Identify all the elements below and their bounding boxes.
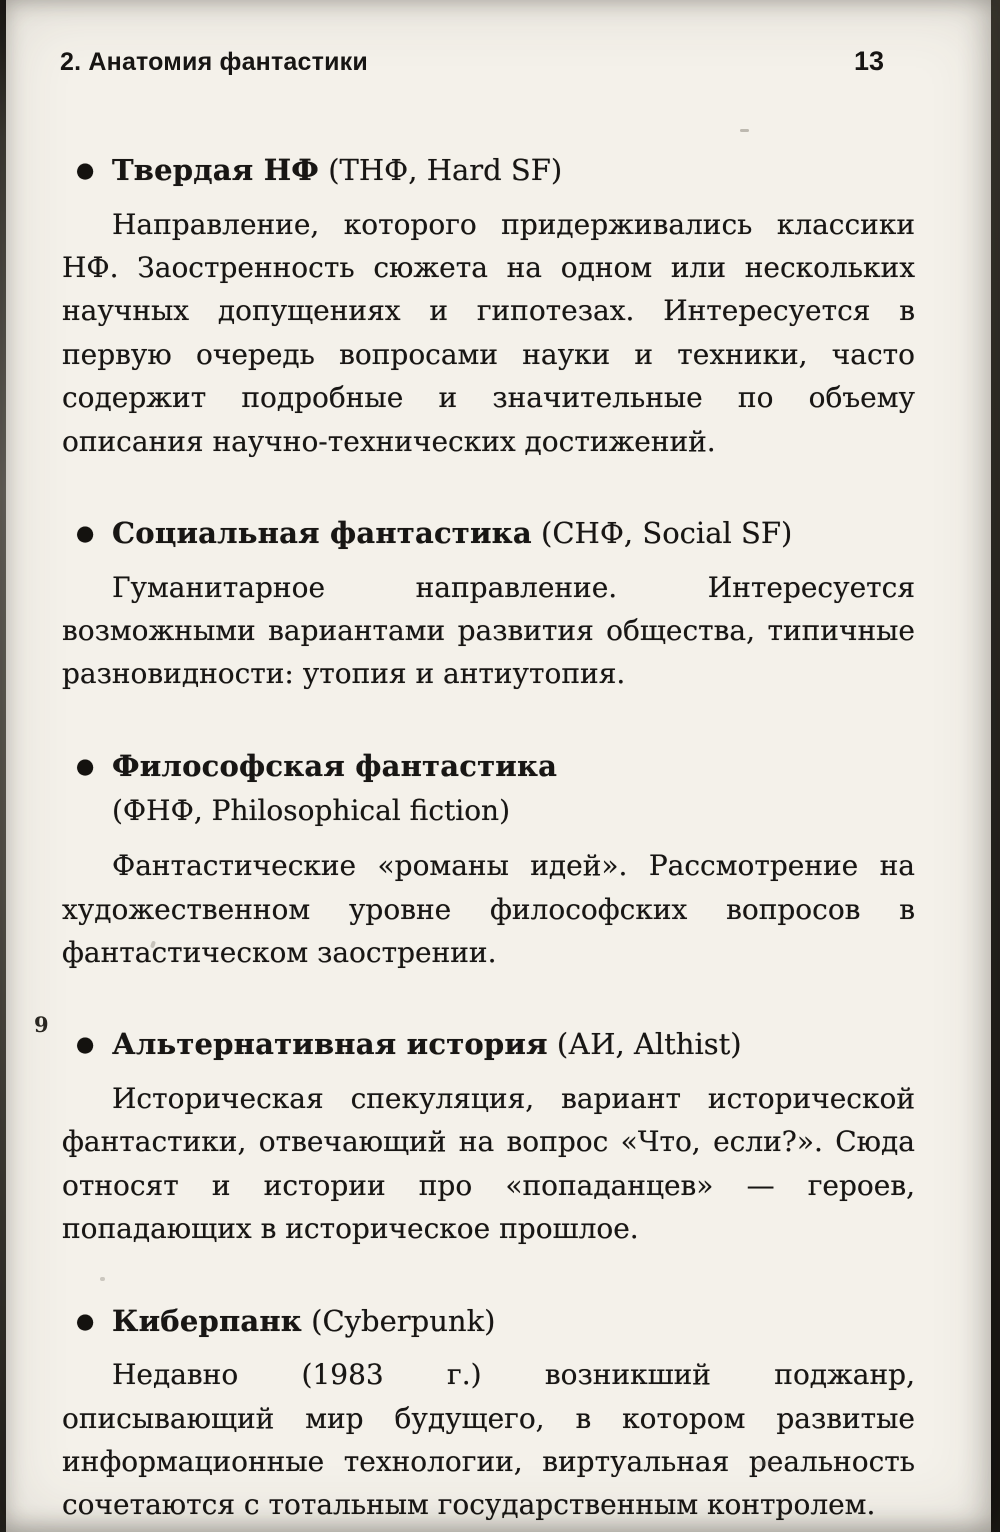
genre-term-suffix: (Cyberpunk) bbox=[301, 1303, 496, 1338]
scan-edge-left bbox=[0, 0, 6, 1532]
running-header bbox=[60, 46, 884, 77]
scan-speck bbox=[740, 129, 749, 132]
genre-description: Историческая спекуляция, вариант исторической фантастики, отвечающий на вопрос «Что, если?». Сюда относят и истории про «попаданцев» — героев, попадающих в историческое прошлое. bbox=[62, 1082, 915, 1246]
genre-entry-cyberpunk bbox=[62, 1301, 915, 1527]
genre-term-suffix: (ТНФ, Hard SF) bbox=[319, 153, 563, 187]
bullet-icon: ● bbox=[76, 1308, 95, 1333]
genre-subtitle: (ФНФ, Philosophical fiction) bbox=[112, 794, 511, 828]
bullet-icon: ● bbox=[76, 753, 95, 778]
scan-speck bbox=[100, 1277, 105, 1281]
scan-speck bbox=[756, 1460, 772, 1466]
genre-term-suffix: (АИ, Althist) bbox=[547, 1027, 742, 1062]
page-number: 13 bbox=[853, 46, 884, 76]
genre-term-suffix: (СНФ, Social SF) bbox=[531, 515, 793, 550]
genre-term: Философская фантастика bbox=[112, 748, 558, 783]
genre-heading bbox=[62, 150, 915, 191]
genre-description: Направление, которого придерживались классики НФ. Заостренность сюжета на одном или нескольких научных допущениях и гипотезах. Интересуется в первую очередь вопросами науки и техники, часто содержит подробные и значительные по объему описания научно-технических достижений. bbox=[62, 207, 915, 458]
chapter-title: 2. Анатомия фантастики bbox=[60, 48, 368, 76]
genre-entry-althist bbox=[62, 1024, 915, 1250]
genre-entry-philosophical bbox=[62, 746, 915, 975]
scan-edge-right bbox=[991, 0, 1000, 1532]
genre-term: Социальная фантастика bbox=[112, 515, 532, 550]
genre-heading bbox=[62, 1301, 915, 1342]
genre-heading bbox=[62, 1024, 915, 1065]
genre-entry-hard-sf bbox=[62, 150, 915, 463]
genre-entry-social-sf bbox=[62, 513, 915, 696]
bullet-icon: ● bbox=[76, 1032, 95, 1057]
genre-description: Гуманитарное направление. Интересуется возможными вариантами развития общества, типичные разновидности: утопия и антиутопия. bbox=[62, 570, 915, 691]
genre-term: Альтернативная история bbox=[112, 1027, 548, 1062]
genre-term: Киберпанк bbox=[112, 1303, 302, 1338]
genre-term: Твердая НФ bbox=[112, 153, 320, 187]
genre-description: Недавно (1983 г.) возникший поджанр, описывающий мир будущего, в котором развитые информационные технологии, виртуальная реальность сочетаются с тотальным государственным контролем. bbox=[62, 1358, 915, 1522]
genre-heading bbox=[62, 513, 915, 554]
genre-heading bbox=[62, 746, 915, 787]
bullet-icon: ● bbox=[76, 520, 95, 545]
bullet-icon: ● bbox=[76, 158, 95, 182]
genre-description: Фантастические «романы идей». Рассмотрение на художественном уровне философских вопросов в фантастическом заострении. bbox=[62, 849, 915, 970]
margin-artifact: 9 bbox=[34, 1012, 49, 1037]
page-content bbox=[62, 150, 915, 1527]
